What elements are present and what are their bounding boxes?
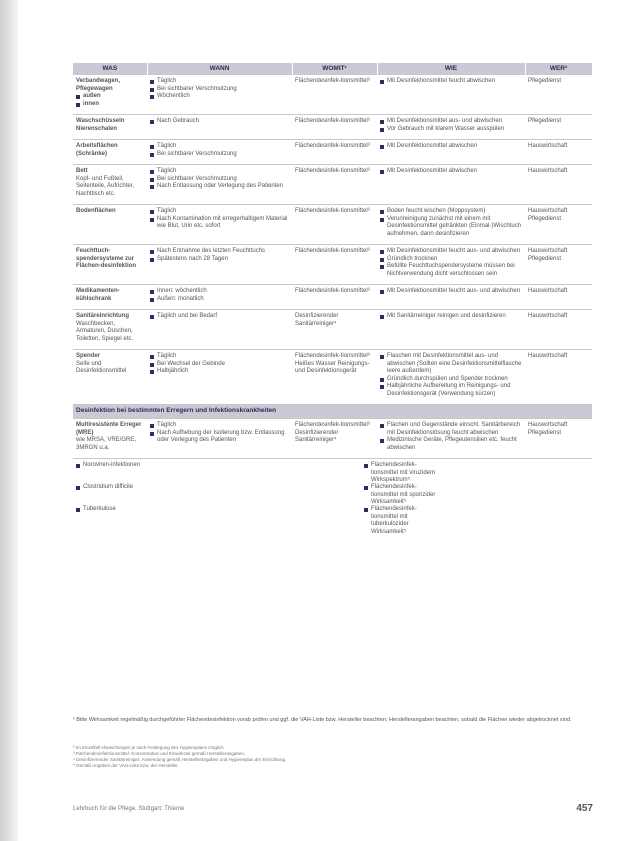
cell-wie (377, 285, 525, 310)
cell-womit: Desinfizierender Sanitärreiniger⁴ (292, 310, 377, 350)
list-item: Außen: monatlich (150, 296, 289, 304)
list-item: Spätestens nach 28 Tagen (150, 256, 289, 264)
cell-was (73, 75, 147, 115)
method-list (380, 78, 522, 86)
frequency-list (150, 422, 289, 445)
cell-wer: Hauswirtschaft Pflegedienst (525, 245, 592, 285)
cell-was (73, 419, 147, 459)
cell-womit: Flächendesinfek-tionsmittel³ (292, 75, 377, 115)
cell-wie (377, 419, 525, 459)
item-name: Bodenflächen (76, 208, 116, 214)
list-item: Gründlich durchspülen und Spender trocknen (380, 376, 522, 384)
cell-was (73, 245, 147, 285)
list-item: Täglich (150, 208, 289, 216)
list-item: Nach Aufhebung der Isolierung bzw. Entlassung oder Verlegung des Patienten (150, 430, 289, 445)
cell-was (73, 350, 147, 405)
cell-wann (147, 205, 292, 245)
page-number: 457 (576, 803, 593, 814)
cell-was (73, 140, 147, 165)
list-item: Mit Desinfektionsmittel aus- und abwischen (380, 118, 522, 126)
list-item: Nach Entlassung oder Verlegung des Patienten (150, 183, 289, 191)
cell-was (73, 285, 147, 310)
frequency-list (150, 168, 289, 191)
cell-wer: Hauswirtschaft (525, 140, 592, 165)
cell-wann (147, 285, 292, 310)
list-item: Flächendesinfek-tionsmittel mit sporizider Wirksamkeit⁵ (364, 484, 439, 506)
item-name: Verbandwagen, Pflegewagen (76, 78, 121, 92)
cell-was (73, 115, 147, 140)
list-item: Noroviren-infektionen (76, 462, 289, 484)
cell-wie (377, 165, 525, 205)
table-row (73, 459, 592, 535)
list-item: Mit Desinfektionsmittel abwischen (380, 143, 522, 151)
table-row (73, 115, 592, 140)
cell-wann (147, 165, 292, 205)
table-row (73, 350, 592, 405)
item-name: Medikamenten-kühlschrank (76, 288, 120, 302)
footnote-item: ² Im Einzelfall Abweichungen je nach Festlegung des Hygieneplans möglich. (73, 745, 225, 750)
frequency-list (150, 313, 289, 321)
item-name: Spender (76, 353, 101, 359)
list-item: Täglich und bei Bedarf (150, 313, 289, 321)
table-row (73, 310, 592, 350)
table-row (73, 140, 592, 165)
frequency-list (150, 248, 289, 263)
list-item: Flaschen mit Desinfektionsmittel aus- und abwischen (Sollten eine Desinfektionsmittelflasche leere außerdem) (380, 353, 522, 376)
agent-list (364, 462, 589, 535)
frequency-list (150, 353, 289, 376)
list-item: Bei sichtbarer Verschmutzung (150, 176, 289, 184)
cell-infections (73, 459, 292, 535)
header-was: WAS (73, 63, 147, 75)
item-name: Multiresistente Erreger (MRE) (76, 422, 142, 436)
header-wie: WIE (377, 63, 525, 75)
item-name: Bett (76, 168, 88, 174)
list-item: Tuberkulose (76, 506, 289, 528)
cell-wer: Pflegedienst (525, 115, 592, 140)
footnote-item: ⁵ Gemäß Angaben der VAH-Liste bzw. der Hersteller. (73, 763, 179, 768)
item-detail: wie MRSA, VRE/GRE, 3MRGN u.a. (76, 437, 137, 451)
list-item: Clostridium difficile (76, 484, 289, 506)
list-item: Nach Entnahme des letzten Feuchttuchs (150, 248, 289, 256)
cell-wie (377, 140, 525, 165)
page-footer-source: Lehrbuch für die Pflege. Stuttgart: Thieme (73, 806, 185, 812)
list-item: Vor Gebrauch mit klarem Wasser ausspülen (380, 126, 522, 134)
cell-womit: Flächendesinfek-tionsmittel³ (292, 205, 377, 245)
cell-wie (377, 245, 525, 285)
footnote-item: ⁴ Desinfizierender Sanitärreiniger: Anwendung gemäß Herstellerangaben und Hygieneplan der Einrichtung. (73, 757, 287, 762)
cell-was (73, 165, 147, 205)
cell-wer: Hauswirtschaft (525, 310, 592, 350)
item-name: Arbeitsflächen (Schränke) (76, 143, 118, 157)
cell-wann (147, 140, 292, 165)
method-list (380, 288, 522, 296)
header-womit: WOMIT¹ (292, 63, 377, 75)
list-item: Halbjährlich (150, 368, 289, 376)
list-item: Nach Kontamination mit erregerhaltigem Material wie Blut, Urin etc. sofort (150, 216, 289, 231)
list-item: Täglich (150, 143, 289, 151)
cell-wer: Hauswirtschaft (525, 285, 592, 310)
item-detail: Seife und Desinfektionsmittel (76, 360, 127, 374)
table-row (73, 285, 592, 310)
list-item: innen (76, 101, 144, 109)
list-item: Medizinische Geräte, Pflegeutensilien etc. feucht abwischen (380, 437, 522, 452)
cell-wann (147, 419, 292, 459)
footnote-list (73, 745, 593, 769)
table-row (73, 419, 592, 459)
cell-wann (147, 310, 292, 350)
cell-wann (147, 115, 292, 140)
frequency-list (150, 208, 289, 231)
item-name: Feuchttuch-spendersysteme zur Flächen-desinfektion (76, 248, 137, 269)
list-item: Bei Wechsel der Gebinde (150, 361, 289, 369)
list-item: Mit Desinfektionsmittel abwischen (380, 168, 522, 176)
footnote-item: ³ Flächendesinfektionsmittel: Konzentration und Einwirkzeit gemäß Herstellerangaben. (73, 751, 246, 756)
list-item: außen (76, 93, 144, 101)
page-binding-shadow (0, 0, 18, 841)
list-item: Innen: wöchentlich (150, 288, 289, 296)
item-name: Waschschüsseln Nierenschalen (76, 118, 125, 132)
list-item: Täglich (150, 353, 289, 361)
list-item: Flächendesinfek-tionsmittel mit tuberkulozider Wirksamkeit⁵ (364, 506, 439, 528)
table-row (73, 75, 592, 115)
cell-wie (377, 205, 525, 245)
table-row (73, 205, 592, 245)
list-item: Flächen und Gegenstände einschl. Sanitärbereich mit Desinfektionslösung feucht abwischen (380, 422, 522, 437)
list-item: Bei sichtbarer Verschmutzung (150, 86, 289, 94)
frequency-list (150, 143, 289, 158)
method-list (380, 208, 522, 238)
table-footnote: ¹ Bitte Wirksamkeit regelmäßig durchgeführter Flächendesinfektion vorab prüfen und ggf. die VAH-Liste bzw. Hersteller beachten; Herstellerangaben beachten, sobald die Flächen wieder abgetrocknet sind. (73, 717, 572, 723)
cell-womit: Flächendesinfek-tionsmittel³ (292, 140, 377, 165)
method-list (380, 422, 522, 452)
list-item: Mit Sanitärreiniger reinigen und desinfizieren (380, 313, 522, 321)
list-item: Boden feucht wischen (Moppsystem) (380, 208, 522, 216)
list-item: Täglich (150, 168, 289, 176)
method-list (380, 313, 522, 321)
header-wer: WER² (525, 63, 592, 75)
table-header-row (73, 63, 592, 75)
cell-womit: Flächendesinfek-tionsmittel³ (292, 245, 377, 285)
item-detail: Kopf- und Fußteil, Seitenteile, Aufrichter, Nachttisch etc. (76, 175, 135, 197)
cell-wer: Hauswirtschaft Pflegedienst (525, 205, 592, 245)
list-item: Befüllte Feuchttuchspendersysteme müssen bei Nichtverwendung dicht verschlossen sein (380, 263, 522, 278)
list-item: Gründlich trocknen (380, 256, 522, 264)
cell-womit: Flächendesinfek-tionsmittel³ (292, 115, 377, 140)
list-item: Flächendesinfek-tionsmittel mit viruzidem Wirkspektrum⁵ (364, 462, 439, 484)
item-name: Sanitäreinrichtung (76, 313, 130, 319)
method-list (380, 143, 522, 151)
cell-was (73, 310, 147, 350)
cell-wie (377, 115, 525, 140)
table-row (73, 165, 592, 205)
cell-wie (377, 310, 525, 350)
cell-womit: Flächendesinfek-tionsmittel³ (292, 165, 377, 205)
frequency-list (150, 78, 289, 101)
list-item: Mit Desinfektionsmittel feucht aus- und abwischen (380, 248, 522, 256)
list-item: Bei sichtbarer Verschmutzung (150, 151, 289, 159)
cell-wer: Hauswirtschaft (525, 350, 592, 405)
cell-womit: Flächendesinfek-tionsmittel³ Heißes Wasser Reinigungs- und Desinfektionsgerät (292, 350, 377, 405)
cell-wann (147, 245, 292, 285)
method-list (380, 118, 522, 133)
cell-wer: Hauswirtschaft (525, 165, 592, 205)
infection-list (76, 462, 289, 528)
list-item: Täglich (150, 78, 289, 86)
list-item: Mit Desinfektionsmittel feucht abwischen (380, 78, 522, 86)
cell-wie (377, 75, 525, 115)
list-item: Halbjährliche Aufbereitung im Reinigungs- und Desinfektionsgerät (Verwendung kürzen) (380, 383, 522, 398)
section-title: Desinfektion bei bestimmten Erregern und Infektionskrankheiten (73, 405, 592, 419)
cell-wer: Hauswirtschaft Pflegedienst (525, 419, 592, 459)
cell-infection-agents (292, 459, 592, 535)
item-parts (76, 93, 144, 108)
section-header-row (73, 405, 592, 419)
frequency-list (150, 118, 289, 126)
list-item: Täglich (150, 422, 289, 430)
hygiene-plan-table (73, 63, 593, 534)
cell-wann (147, 350, 292, 405)
list-item: Mit Desinfektionsmittel feucht aus- und abwischen (380, 288, 522, 296)
header-wann: WANN (147, 63, 292, 75)
method-list (380, 248, 522, 278)
table-row (73, 245, 592, 285)
item-detail: Waschbecken, Armaturen, Duschen, Toiletten, Spiegel etc. (76, 320, 134, 342)
list-item: Wöchentlich (150, 93, 289, 101)
frequency-list (150, 288, 289, 303)
cell-wann (147, 75, 292, 115)
method-list (380, 353, 522, 398)
method-list (380, 168, 522, 176)
cell-womit: Flächendesinfek-tionsmittel³ Desinfizierender Sanitärreiniger⁴ (292, 419, 377, 459)
cell-was (73, 205, 147, 245)
cell-wie (377, 350, 525, 405)
list-item: Nach Gebrauch (150, 118, 289, 126)
cell-wer: Pflegedienst (525, 75, 592, 115)
cell-womit: Flächendesinfek-tionsmittel³ (292, 285, 377, 310)
list-item: Verunreinigung zunächst mit einem mit Desinfektionsmittel getränkten (Einmal-)Wischtuch aufnehmen, dann desinfizieren (380, 216, 522, 239)
